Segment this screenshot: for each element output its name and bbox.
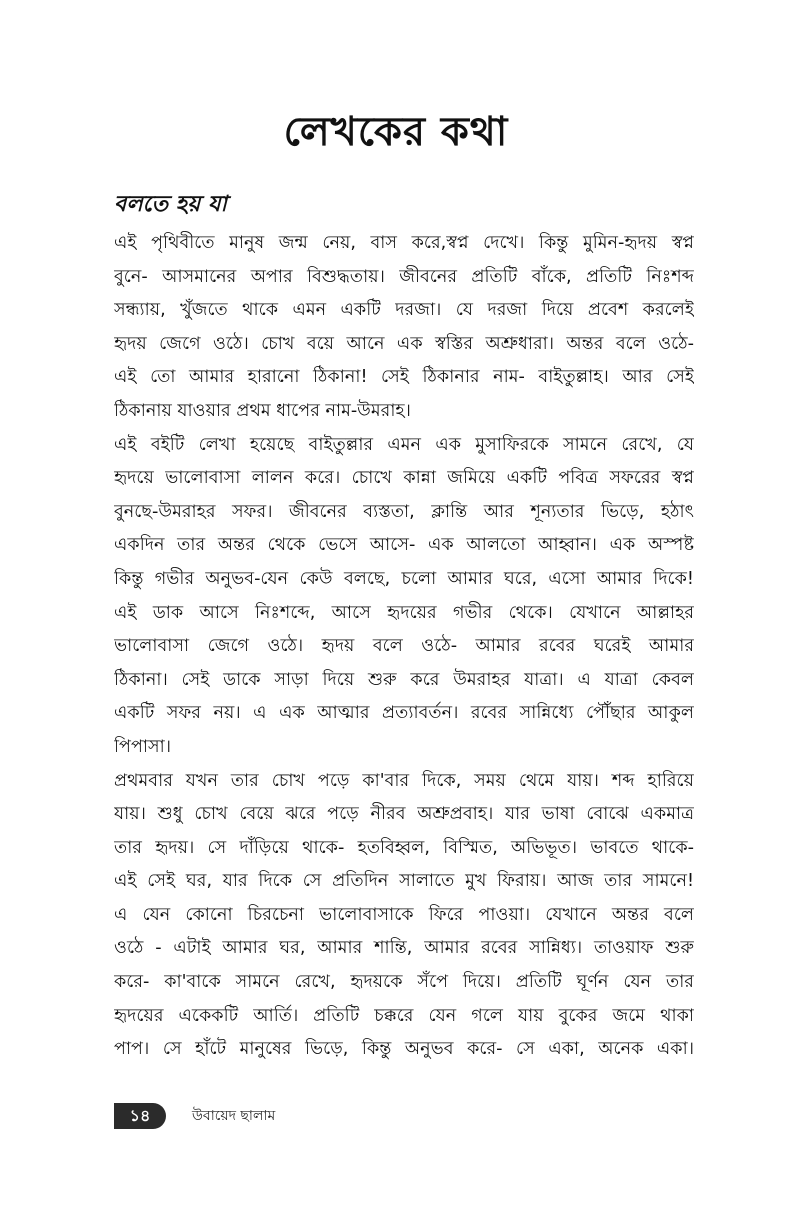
body-line: যায়। শুধু চোখ বেয়ে ঝরে পড়ে নীরব অশ্রুপ্রবাহ। যার ভাষা বোঝে একমাত্র — [114, 804, 694, 825]
body-line: হৃদয়ের একেকটি আর্তি। প্রতিটি চক্করে যেন গলে যায় বুকের জমে থাকা — [114, 1005, 694, 1026]
body-line: হৃদয় জেগে ওঠে। চোখ বয়ে আনে এক স্বস্তির অশ্রুধারা। অন্তর বলে ওঠে- — [114, 333, 694, 354]
page-number-badge: ১৪ — [114, 1103, 166, 1129]
body-line: ওঠে - এটাই আমার ঘর, আমার শান্তি, আমার রবের সান্নিধ্য। তাওয়াফ শুরু — [114, 938, 694, 959]
body-line: এই বইটি লেখা হয়েছে বাইতুল্লার এমন এক মুসাফিরকে সামনে রেখে, যে — [114, 434, 694, 455]
body-line: এ যেন কোনো চিরচেনা ভালোবাসাকে ফিরে পাওয়া। যেখানে অন্তর বলে — [114, 904, 694, 925]
body-line: বুনছে-উমরাহর সফর। জীবনের ব্যস্ততা, ক্লান্তি আর শূন্যতার ভিড়ে, হঠাৎ — [114, 501, 694, 522]
body-line: একটি সফর নয়। এ এক আত্মার প্রত্যাবর্তন। রবের সান্নিধ্যে পৌঁছার আকুল — [114, 703, 694, 724]
body-line: হৃদয়ে ভালোবাসা লালন করে। চোখে কান্না জমিয়ে একটি পবিত্র সফরের স্বপ্ন — [114, 468, 694, 489]
body-line: তার হৃদয়। সে দাঁড়িয়ে থাকে- হতবিহ্বল, বিস্মিত, অভিভূত। ভাবতে থাকে- — [114, 837, 694, 858]
author-name: উবায়েদ ছালাম — [192, 1108, 276, 1124]
body-line: ভালোবাসা জেগে ওঠে। হৃদয় বলে ওঠে- আমার রবের ঘরেই আমার — [114, 636, 694, 657]
body-line: বুনে- আসমানের অপার বিশুদ্ধতায়। জীবনের প্রতিটি বাঁকে, প্রতিটি নিঃশব্দ — [114, 266, 694, 287]
body-text — [114, 227, 694, 1067]
body-line: ঠিকানা। সেই ডাকে সাড়া দিয়ে শুরু করে উমরাহর যাত্রা। এ যাত্রা কেবল — [114, 669, 694, 690]
body-line: ঠিকানায় যাওয়ার প্রথম ধাপের নাম-উমরাহ। — [114, 400, 411, 421]
body-line: এই সেই ঘর, যার দিকে সে প্রতিদিন সালাতে মুখ ফিরায়। আজ তার সামনে! — [114, 871, 694, 892]
body-line: এই পৃথিবীতে মানুষ জন্ম নেয়, বাস করে,স্বপ্ন দেখে। কিন্তু মুমিন-হৃদয় স্বপ্ন — [114, 233, 694, 253]
page-footer — [114, 1102, 275, 1130]
body-line: পিপাসা। — [114, 736, 172, 757]
section-heading: বলতে হয় যা — [114, 192, 227, 217]
body-line: এই ডাক আসে নিঃশব্দে, আসে হৃদয়ের গভীর থেকে। যেখানে আল্লাহর — [114, 602, 694, 623]
body-line: কিন্তু গভীর অনুভব-যেন কেউ বলছে, চলো আমার ঘরে, এসো আমার দিকে! — [114, 568, 694, 589]
body-line: একদিন তার অন্তর থেকে ভেসে আসে- এক আলতো আহ্বান। এক অস্পষ্ট — [114, 535, 694, 556]
page-title: লেখকের কথা — [283, 109, 509, 155]
body-line: সন্ধ্যায়, খুঁজতে থাকে এমন একটি দরজা। যে দরজা দিয়ে প্রবেশ করলেই — [114, 300, 694, 321]
body-line: পাপ। সে হাঁটে মানুষের ভিড়ে, কিন্তু অনুভব করে- সে একা, অনেক একা। — [114, 1039, 694, 1060]
body-line: এই তো আমার হারানো ঠিকানা! সেই ঠিকানার নাম- বাইতুল্লাহ। আর সেই — [114, 367, 694, 388]
body-line: করে- কা'বাকে সামনে রেখে, হৃদয়কে সঁপে দিয়ে। প্রতিটি ঘূর্ণন যেন তার — [114, 972, 694, 993]
body-line: প্রথমবার যখন তার চোখ পড়ে কা'বার দিকে, সময় থেমে যায়। শব্দ হারিয়ে — [114, 770, 694, 791]
